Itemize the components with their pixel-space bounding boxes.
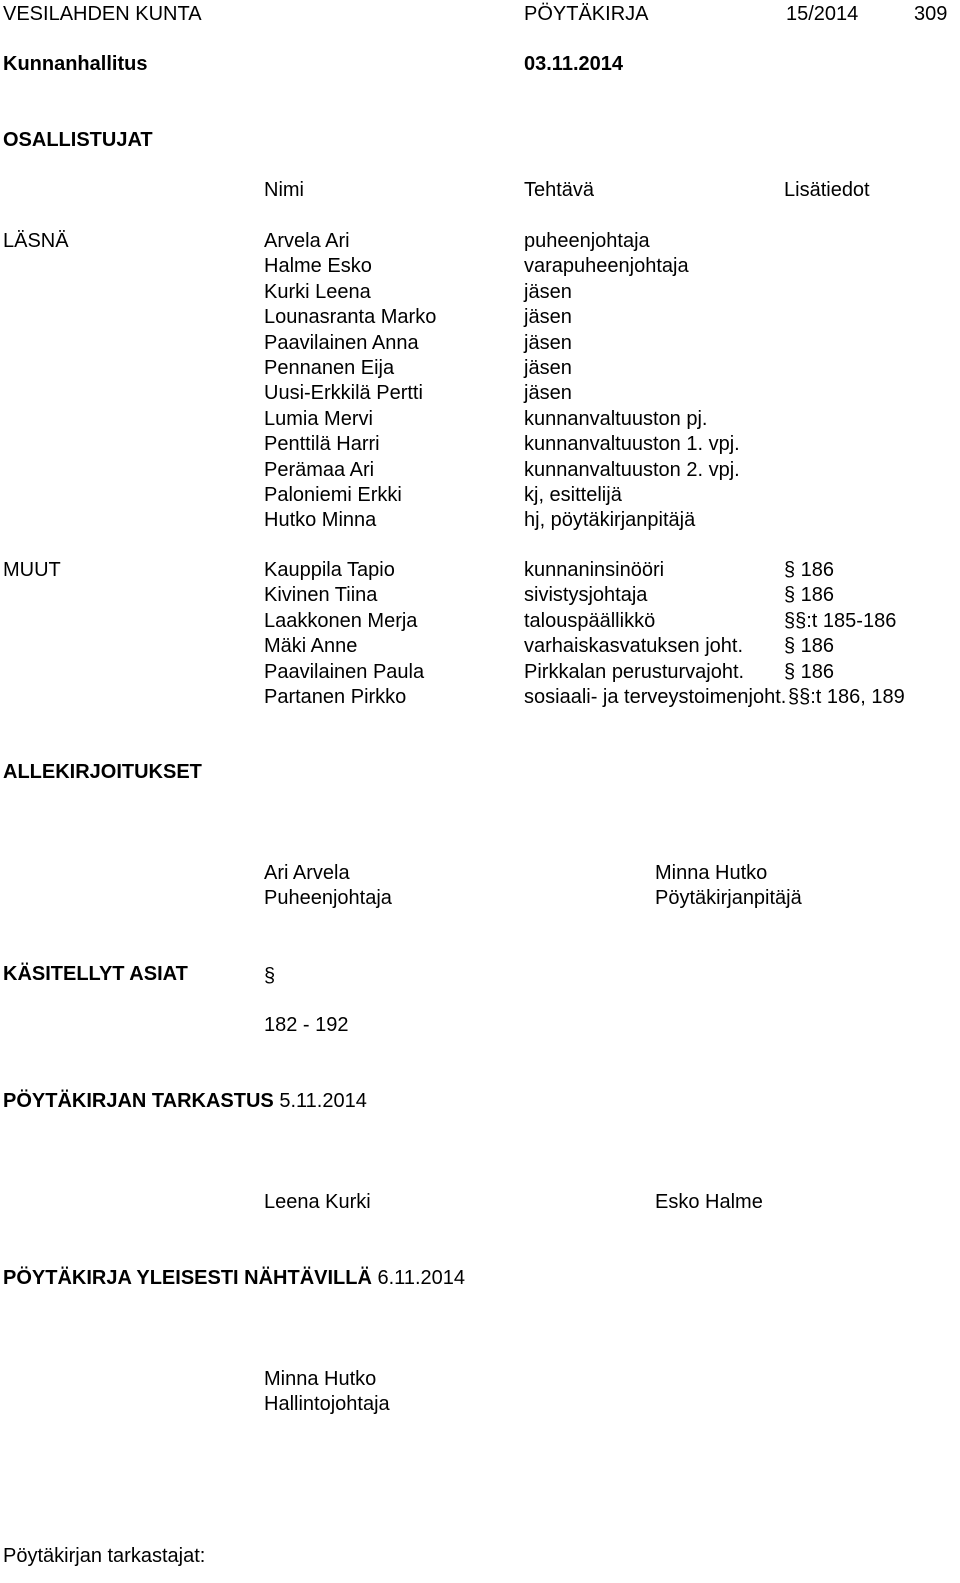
other-info: § 186 (784, 635, 835, 658)
document-number: 15/2014 (786, 3, 859, 25)
display-responsible-name: Minna Hutko (264, 1368, 377, 1390)
document-type: PÖYTÄKIRJA (524, 3, 649, 25)
present-role: jäsen (524, 382, 572, 405)
other-name: Mäki Anne (264, 635, 358, 658)
present-name: Halme Esko (264, 255, 372, 278)
present-name: Penttilä Harri (264, 433, 380, 456)
page-number: 309 (914, 3, 948, 25)
other-role: Pirkkalan perusturvajoht. (524, 660, 745, 683)
present-name: Perämaa Ari (264, 458, 375, 481)
other-role: varhaiskasvatuksen joht. (524, 635, 744, 658)
other-name: Kauppila Tapio (264, 559, 395, 581)
present-name: Pennanen Eija (264, 356, 395, 379)
present-role: jäsen (524, 306, 572, 329)
present-label: LÄSNÄ (3, 230, 69, 252)
municipality-name: VESILAHDEN KUNTA (3, 3, 202, 25)
others-names-column (264, 558, 424, 710)
review-heading-line (3, 1089, 367, 1114)
other-name: Laakkonen Merja (264, 609, 418, 632)
others-label: MUUT (3, 559, 61, 581)
present-role: jäsen (524, 356, 572, 379)
chair-title: Puheenjohtaja (264, 887, 392, 909)
governing-body: Kunnanhallitus (3, 53, 148, 75)
column-header-info: Lisätiedot (784, 179, 870, 201)
column-header-role: Tehtävä (524, 179, 595, 201)
section-symbol: § (264, 965, 276, 987)
others-roles-column (524, 558, 786, 710)
other-role: kunnaninsinööri (524, 559, 665, 581)
other-role: talouspäällikkö (524, 609, 656, 632)
public-display-date: 6.11.2014 (377, 1267, 465, 1289)
display-responsible-role: Hallintojohtaja (264, 1393, 390, 1415)
other-role: sivistysjohtaja (524, 584, 648, 607)
present-role: kunnanvaltuuston pj. (524, 407, 708, 430)
chair-name: Ari Arvela (264, 862, 350, 884)
signatures-heading: ALLEKIRJOITUKSET (3, 761, 202, 783)
present-role: jäsen (524, 331, 572, 354)
present-role: varapuheenjohtaja (524, 255, 689, 278)
public-display-heading: PÖYTÄKIRJA YLEISESTI NÄHTÄVILLÄ (3, 1267, 372, 1289)
other-name: Partanen Pirkko (264, 685, 407, 708)
secretary-name: Minna Hutko (655, 862, 768, 884)
other-info: §§:t 185-186 (784, 609, 897, 632)
present-role: kunnanvaltuuston 2. vpj. (524, 458, 740, 481)
other-info: § 186 (784, 660, 835, 683)
present-name: Lumia Mervi (264, 407, 373, 430)
present-role: kunnanvaltuuston 1. vpj. (524, 433, 740, 456)
present-name: Uusi-Erkkilä Pertti (264, 382, 423, 405)
present-name: Paavilainen Anna (264, 331, 419, 354)
other-info: §§:t 186, 189 (788, 686, 905, 708)
reviewers-footer-label: Pöytäkirjan tarkastajat: (3, 1545, 206, 1567)
reviewer-two: Esko Halme (655, 1191, 763, 1213)
public-display-heading-line (3, 1266, 465, 1291)
items-heading: KÄSITELLYT ASIAT (3, 963, 188, 985)
present-role: hj, pöytäkirjanpitäjä (524, 509, 696, 532)
other-role: sosiaali- ja terveystoimenjoht. (524, 685, 787, 708)
review-heading: PÖYTÄKIRJAN TARKASTUS (3, 1090, 274, 1112)
present-names-column (264, 229, 436, 534)
present-role: kj, esittelijä (524, 483, 622, 506)
column-header-name: Nimi (264, 179, 304, 201)
present-name: Kurki Leena (264, 280, 371, 303)
others-info-column (784, 558, 896, 685)
other-name: Paavilainen Paula (264, 660, 425, 683)
other-name: Kivinen Tiina (264, 584, 378, 607)
present-name: Paloniemi Erkki (264, 483, 402, 506)
other-info: § 186 (784, 559, 835, 581)
present-roles-column (524, 229, 740, 534)
other-info: § 186 (784, 584, 835, 607)
present-role: puheenjohtaja (524, 230, 650, 252)
secretary-title: Pöytäkirjanpitäjä (655, 887, 802, 909)
present-name: Hutko Minna (264, 509, 377, 532)
present-name: Lounasranta Marko (264, 306, 437, 329)
reviewer-one: Leena Kurki (264, 1191, 371, 1213)
participants-heading: OSALLISTUJAT (3, 129, 153, 151)
items-range: 182 - 192 (264, 1014, 349, 1036)
review-date: 5.11.2014 (279, 1090, 367, 1112)
present-name: Arvela Ari (264, 230, 350, 252)
meeting-date: 03.11.2014 (524, 53, 623, 75)
present-role: jäsen (524, 280, 572, 303)
